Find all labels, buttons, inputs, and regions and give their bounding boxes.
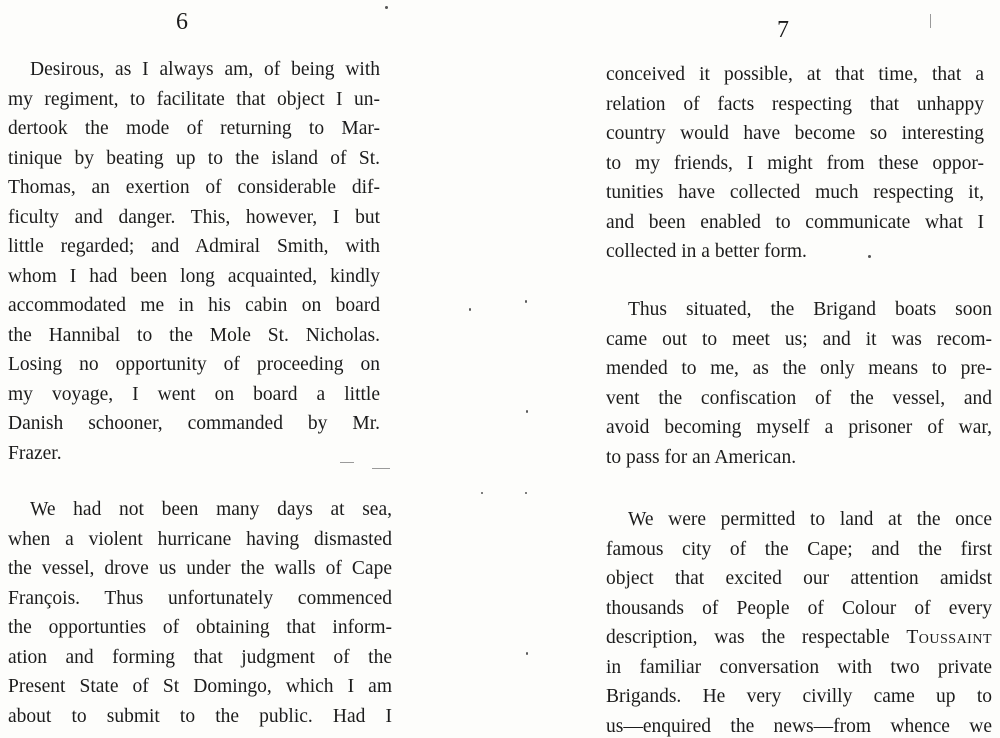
text-line: accommodated me in his cabin on board: [8, 295, 380, 316]
text-line: and been enabled to communicate what I: [606, 211, 984, 233]
text-line: mended to me, as the only means to pre-: [606, 358, 992, 379]
text-line: ficulty and danger. This, however, I but: [8, 206, 380, 228]
text-line: the opportunties of obtaining that inform-: [8, 617, 392, 638]
paragraph: [606, 60, 984, 267]
text-line: to pass for an American.: [606, 446, 797, 468]
text-line: Frazer.: [8, 442, 62, 464]
text-line: came out to meet us; and it was recom-: [606, 328, 992, 350]
ink-speck: [469, 308, 471, 311]
text-line: whom I had been long acquainted, kindly: [8, 265, 380, 287]
text-line: object that excited our attention amidst: [606, 568, 992, 589]
page-number-left: 6: [176, 9, 188, 35]
text-line: thousands of People of Colour of every: [606, 597, 992, 619]
paragraph: [606, 295, 992, 472]
text-line: Thus situated, the Brigand boats soon: [628, 299, 992, 320]
text-line: to my friends, I might from these oppor-: [606, 152, 984, 174]
text-line: avoid becoming myself a prisoner of war,: [606, 417, 992, 438]
text-line: [606, 623, 992, 653]
text-line: tunities have collected much respecting it,: [606, 182, 984, 203]
text-line: We had not been many days at sea,: [30, 499, 392, 520]
paragraph: [8, 55, 380, 468]
ink-speck: [525, 492, 527, 494]
text-line: my voyage, I went on board a little: [8, 383, 380, 405]
ink-speck: [526, 652, 528, 655]
text-line: tinique by beating up to the island of St.: [8, 147, 380, 169]
ink-mark: [340, 462, 354, 463]
text-line: when a violent hurricane having dismasted: [8, 528, 392, 550]
ink-speck: [525, 300, 527, 303]
ink-speck: [526, 410, 528, 413]
paragraph: [8, 495, 392, 731]
text-line: my regiment, to facilitate that object I un-: [8, 88, 380, 110]
text-line: François. Thus unfortunately commenced: [8, 587, 392, 609]
text-line: Brigands. He very civilly came up to: [606, 686, 992, 707]
text-line: ation and forming that judgment of the: [8, 646, 392, 668]
text-line: Losing no opportunity of proceeding on: [8, 354, 380, 375]
small-caps-name: Toussaint: [906, 627, 992, 648]
text-line: Desirous, as I always am, of being with: [30, 59, 380, 80]
text-line: Danish schooner, commanded by Mr.: [8, 413, 380, 434]
ink-mark: [930, 14, 931, 28]
text-line: conceived it possible, at that time, that a: [606, 64, 984, 85]
text-line: little regarded; and Admiral Smith, with: [8, 236, 380, 257]
text-line: the Hannibal to the Mole St. Nicholas.: [8, 324, 380, 346]
page-number-right: 7: [777, 17, 789, 43]
paragraph: [606, 505, 992, 738]
text-line: country would have become so interesting: [606, 123, 984, 144]
text-line: the vessel, drove us under the walls of Cape: [8, 558, 392, 579]
ink-speck: [868, 255, 871, 258]
text-line: famous city of the Cape; and the first: [606, 538, 992, 560]
ink-speck: [481, 492, 483, 494]
text-line: collected in a better form.: [606, 241, 807, 262]
text-line: Thomas, an exertion of considerable dif-: [8, 177, 380, 198]
text-line: about to submit to the public. Had I: [8, 705, 392, 727]
text-line: us—enquired the news—from whence we: [606, 715, 992, 737]
text-line: in familiar conversation with two private: [606, 656, 992, 678]
right-page: [500, 0, 1000, 738]
ink-mark: [372, 468, 390, 469]
text-line: We were permitted to land at the once: [628, 509, 992, 530]
text-line: dertook the mode of returning to Mar-: [8, 118, 380, 139]
text-fragment: description, was the respectable: [606, 627, 907, 648]
text-line: vent the confiscation of the vessel, and: [606, 387, 992, 409]
ink-speck: [385, 6, 388, 9]
text-line: relation of facts respecting that unhappy: [606, 93, 984, 115]
text-line: Present State of St Domingo, which I am: [8, 676, 392, 697]
